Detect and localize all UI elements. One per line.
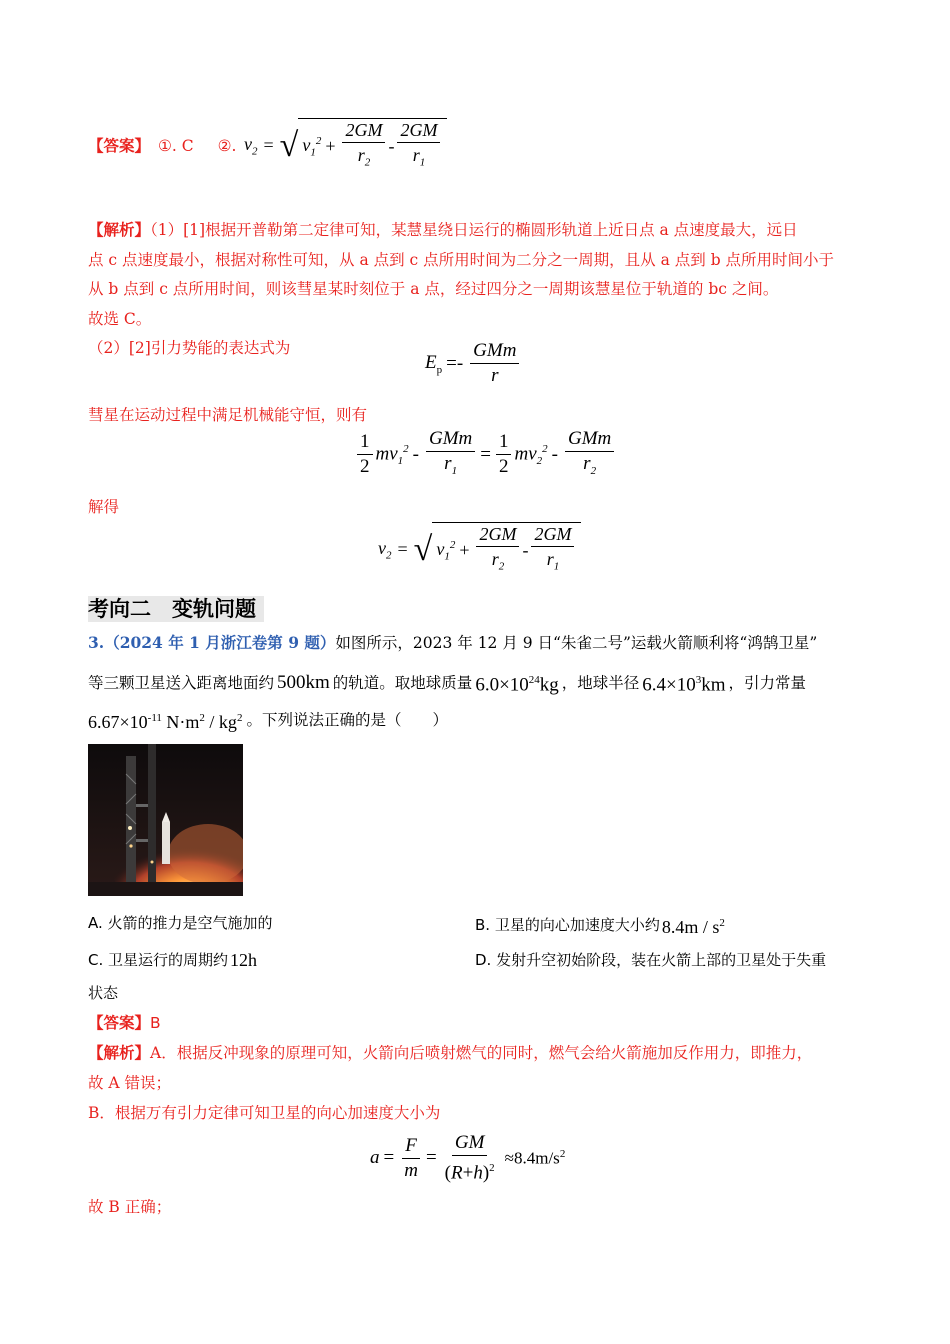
acceleration-result: ≈8.4m/s [504,1148,560,1168]
answer-line [88,136,236,156]
answer-2-prefix: ②. [217,137,237,155]
analysis-line-1 [88,220,798,240]
q3-analysis-line-3: B．根据万有引力定律可知卫星的向心加速度大小为 [88,1104,441,1122]
q3-stem-line-1 [88,633,817,653]
option-b-value-text: 8.4m / s [661,917,720,937]
q3-stem-line-2 [88,670,806,695]
q3-stem-text-2a: 等三颗卫星送入距离地面约 [88,673,275,692]
q3-number: 3. [88,633,105,652]
earth-radius: $6.4\times 10^3km$ [642,674,726,696]
analysis-tag: 【解析】 [88,220,151,239]
option-a: A. 火箭的推力是空气施加的 [88,914,273,932]
gravitational-constant: $6.67\times 10^{-11}$ $N\cdot m^2 / kg^2$ [88,712,243,732]
option-b-text: B. 卫星的向心加速度大小约 [475,916,660,934]
answer-formula: $v_2$ = √ $v_1^2$ + $\frac{2GM}{r_2}$ - $\frac{2GM}{r_1}$ [244,118,447,174]
energy-formula: $\frac{1}{2}$ $mv_1^2$ - $\frac{\text{GMm}}{r_1}$ = $\frac{1}{2}$ $mv_2^2$ - $\frac{\text{GMm}}{r_2}$ [354,428,617,482]
q3-source: （2024 年 1 月浙江卷第 9 题） [104,633,336,652]
rocket-launch-photo [88,744,243,896]
q3-analysis-tag: 【解析】 [88,1043,151,1062]
analysis-line-2: 点 c 点速度最小，根据对称性可知，从 a 点到 c 点所用时间为二分之一周期，且从 a 点到 b 点所用时间小于 [88,251,835,269]
q3-distance: 500km [277,671,330,693]
q3-stem-text-3: 。下列说法正确的是（ ） [246,711,448,729]
q3-stem-text-1: 如图所示，2023 年 12 月 9 日“朱雀二号”运载火箭顺利将“鸿鹄卫星” [335,634,818,652]
option-b [475,913,725,937]
acceleration-formula: a = $\frac{F}{m}$ = $\frac{GM}{(R+h)^2}$ $\approx 8.4m/s^2$ [370,1132,566,1184]
q3-stem-text-2e: ，引力常量 [728,673,807,692]
solve-line: 解得 [88,498,120,516]
q3-answer [88,1013,161,1033]
q3-analysis-line-1 [88,1043,812,1063]
rocket-launch-illustration [88,744,243,896]
section-title: 考向二 变轨问题 [88,596,264,622]
q3-analysis-line-4: 故 B 正确； [88,1198,172,1216]
v2-formula: $v_2$ = √ $v_1^2$ + $\frac{2GM}{r_2}$ - $\frac{2GM}{r_1}$ [378,522,581,578]
analysis-text-1: （1）[1]根据开普勒第二定律可知，某慧星绕日运行的椭圆形轨道上近日点 a 点速度最大，远日 [150,221,798,239]
option-d: D. 发射升空初始阶段，装在火箭上部的卫星处于失重 [475,951,827,969]
answer-1: ①. C [158,137,194,155]
option-d-continued: 状态 [88,984,119,1002]
analysis-line-3: 从 b 点到 c 点所用时间，则该彗星某时刻位于 a 点，经过四分之一周期该慧星位于轨道的 bc 之间。 [88,280,779,298]
q3-stem-line-3 [88,708,448,732]
conservation-line: 彗星在运动过程中满足机械能守恒，则有 [88,406,368,424]
part2-line: （2）[2]引力势能的表达式为 [88,339,291,357]
q3-answer-tag: 【答案】 [88,1013,151,1032]
q3-answer-value: B [150,1014,161,1032]
ep-formula: $E_p$ =- $\frac{\text{GMm}}{r}$ [425,340,522,387]
option-c-text: C. 卫星运行的周期约 [88,951,229,969]
answer-tag: 【答案】 [88,136,151,155]
option-b-value: $8.4m / s^2$ [661,917,725,937]
q3-analysis-line-2: 故 A 错误； [88,1074,172,1092]
q3-analysis-a1: A．根据反冲现象的原理可知，火箭向后喷射燃气的同时，燃气会给火箭施加反作用力，即推力， [150,1044,813,1062]
earth-mass: $6.0\times 10^{24}kg$ [475,674,559,696]
option-c [88,950,257,970]
q3-stem-text-2d: ，地球半径 [561,673,640,692]
choose-line: 故选 C。 [88,310,152,328]
q3-stem-text-2c: 的轨道。取地球质量 [332,673,473,692]
option-c-value: 12h [230,950,258,970]
